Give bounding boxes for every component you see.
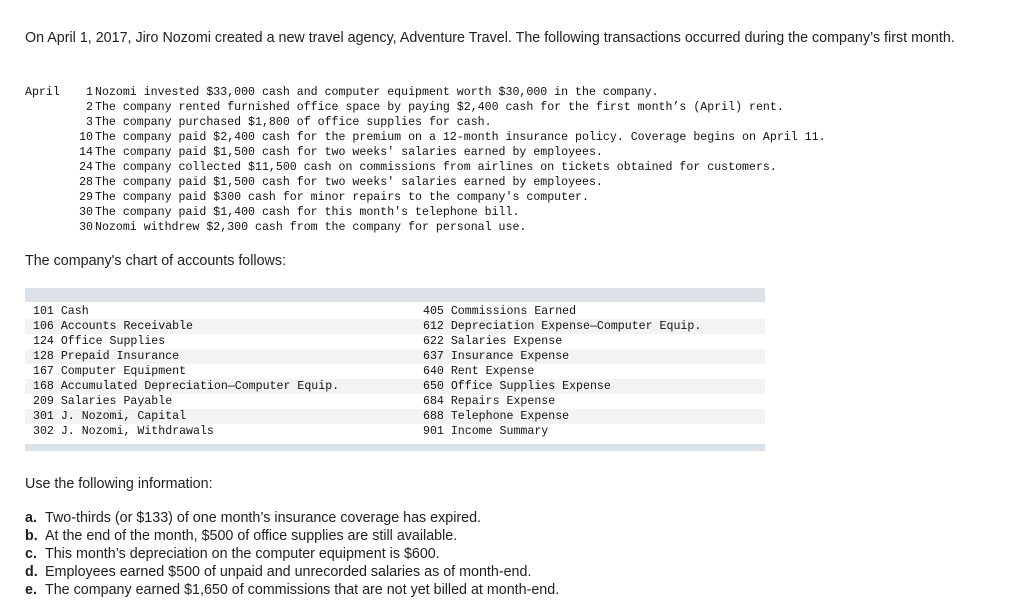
table-header-bar <box>25 288 765 302</box>
info-list <box>25 509 985 599</box>
account-right: 650 Office Supplies Expense <box>423 380 611 393</box>
transaction-text: The company paid $1,400 cash for this month's telephone bill. <box>95 206 520 219</box>
transaction-month: April <box>25 86 60 99</box>
account-left: 124 Office Supplies <box>33 335 166 348</box>
table-row <box>25 424 765 439</box>
transaction-text: The company rented furnished office space by paying $2,400 cash for the first month’s (April) rent. <box>95 101 784 114</box>
info-heading: Use the following information: <box>25 476 213 492</box>
transaction-row <box>25 100 826 115</box>
info-item <box>25 527 985 545</box>
info-text: At the end of the month, $500 of office supplies are still available. <box>45 528 458 544</box>
account-right: 640 Rent Expense <box>423 365 535 378</box>
table-row <box>25 394 765 409</box>
transaction-row <box>25 190 826 205</box>
transaction-row <box>25 160 826 175</box>
transaction-row <box>25 145 826 160</box>
transaction-day: 30 <box>79 221 93 234</box>
account-left: 301 J. Nozomi, Capital <box>33 410 187 423</box>
info-letter: c. <box>25 546 37 562</box>
transaction-text: The company paid $2,400 cash for the premium on a 12-month insurance policy. Coverage begins on April 11. <box>95 131 826 144</box>
info-item <box>25 563 985 581</box>
chart-of-accounts-heading: The company's chart of accounts follows: <box>25 253 286 269</box>
transaction-day: 30 <box>79 206 93 219</box>
transaction-text: The company purchased $1,800 of office supplies for cash. <box>95 116 492 129</box>
transaction-day: 10 <box>79 131 93 144</box>
transaction-row <box>25 175 826 190</box>
account-left: 302 J. Nozomi, Withdrawals <box>33 425 214 438</box>
account-right: 622 Salaries Expense <box>423 335 563 348</box>
transaction-row <box>25 85 826 100</box>
table-row <box>25 364 765 379</box>
info-text: This month’s depreciation on the computer equipment is $600. <box>45 546 440 562</box>
account-left: 128 Prepaid Insurance <box>33 350 180 363</box>
transaction-row <box>25 115 826 130</box>
account-right: 688 Telephone Expense <box>423 410 570 423</box>
transaction-day: 28 <box>79 176 93 189</box>
info-item <box>25 545 985 563</box>
table-row <box>25 379 765 394</box>
info-letter: d. <box>25 564 38 580</box>
table-row <box>25 334 765 349</box>
table-row <box>25 409 765 424</box>
transaction-text: The company paid $300 cash for minor repairs to the company's computer. <box>95 191 589 204</box>
transaction-text: The company collected $11,500 cash on commissions from airlines on tickets obtained for customers. <box>95 161 777 174</box>
transaction-day: 24 <box>79 161 93 174</box>
info-text: The company earned $1,650 of commissions that are not yet billed at month-end. <box>45 582 560 598</box>
table-row <box>25 304 765 319</box>
transaction-text: The company paid $1,500 cash for two weeks' salaries earned by employees. <box>95 176 603 189</box>
transaction-day: 2 <box>86 101 93 114</box>
account-left: 209 Salaries Payable <box>33 395 173 408</box>
table-row <box>25 349 765 364</box>
account-left: 101 Cash <box>33 305 89 318</box>
info-item <box>25 581 985 599</box>
account-right: 637 Insurance Expense <box>423 350 570 363</box>
transaction-day: 3 <box>86 116 93 129</box>
info-item <box>25 509 985 527</box>
account-right: 405 Commissions Earned <box>423 305 577 318</box>
account-right: 901 Income Summary <box>423 425 549 438</box>
info-text: Employees earned $500 of unpaid and unrecorded salaries as of month-end. <box>45 564 532 580</box>
info-text: Two-thirds (or $133) of one month’s insurance coverage has expired. <box>45 510 482 526</box>
transaction-row <box>25 220 826 235</box>
transaction-day: 29 <box>79 191 93 204</box>
transaction-row <box>25 130 826 145</box>
account-left: 106 Accounts Receivable <box>33 320 194 333</box>
transactions-list <box>25 85 826 235</box>
transaction-row <box>25 205 826 220</box>
info-letter: b. <box>25 528 38 544</box>
account-left: 167 Computer Equipment <box>33 365 187 378</box>
intro-paragraph: On April 1, 2017, Jiro Nozomi created a new travel agency, Adventure Travel. The following transactions occurred during the company’s first month. <box>25 30 955 46</box>
account-left: 168 Accumulated Depreciation—Computer Equip. <box>33 380 340 393</box>
transaction-day: 14 <box>79 146 93 159</box>
table-footer-bar <box>25 444 765 451</box>
transaction-day: 1 <box>86 86 93 99</box>
info-letter: e. <box>25 582 37 598</box>
info-letter: a. <box>25 510 37 526</box>
transaction-text: Nozomi withdrew $2,300 cash from the company for personal use. <box>95 221 527 234</box>
account-right: 684 Repairs Expense <box>423 395 556 408</box>
table-row <box>25 319 765 334</box>
account-right: 612 Depreciation Expense—Computer Equip. <box>423 320 702 333</box>
transaction-text: The company paid $1,500 cash for two weeks' salaries earned by employees. <box>95 146 603 159</box>
transaction-text: Nozomi invested $33,000 cash and computer equipment worth $30,000 in the company. <box>95 86 659 99</box>
chart-of-accounts-table <box>25 288 765 451</box>
